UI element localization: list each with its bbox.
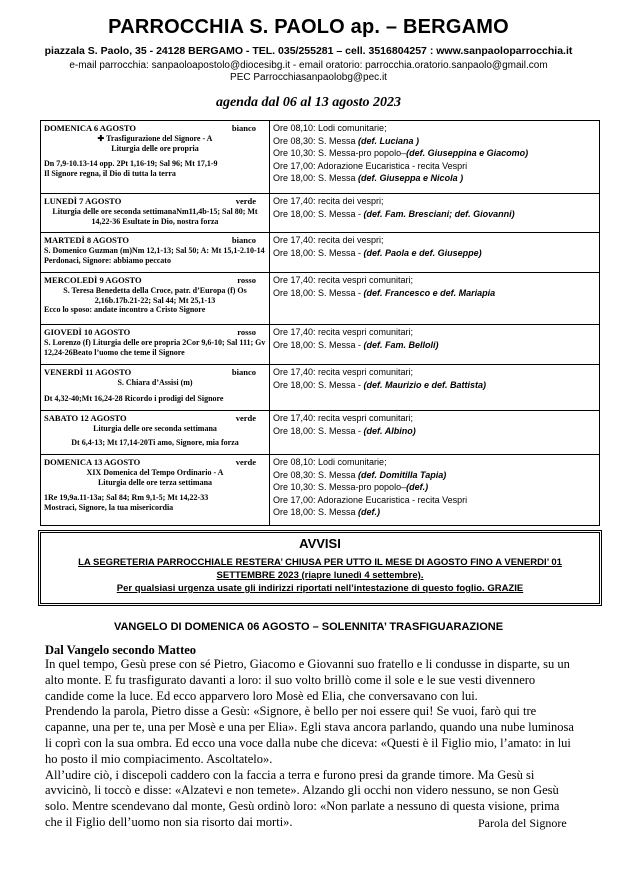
- liturgical-color: rosso: [237, 275, 256, 285]
- day-cell: [41, 325, 270, 365]
- parish-title: PARROCCHIA S. PAOLO ap. – BERGAMO: [108, 16, 509, 38]
- notice-office-closed: LA SEGRETERIA PARROCCHIALE RESTERA’ CHIUSA PER UTTO IL MESE DI AGOSTO FINO A VENERDI’ 01 SETTEMBRE 2023 (riapre lunedì 4 settembre).: [78, 557, 562, 581]
- day-liturgy: Liturgia delle ore seconda settimanaNm11,4b-15; Sal 80; Mt 14,22-36 Esultate in Dio, nostra forza: [52, 207, 258, 226]
- activity-line: Ore 18,00: S. Messa - (def. Albino): [273, 425, 416, 436]
- readings: Dt 6,4-13; Mt 17,14-20Ti amo, Signore, mia forza: [71, 437, 239, 447]
- day-name: GIOVEDÌ 10 AGOSTO: [44, 327, 131, 337]
- activity-line: Ore 10,30: S. Messa-pro popolo–(def.): [273, 482, 429, 493]
- day-liturgy: S. Lorenzo (f) Liturgia delle ore propria 2Cor 9,6-10; Sal 111; Gv 12,24-26Beato l’uomo che teme il Signore: [44, 338, 266, 357]
- liturgical-color: bianco: [231, 235, 256, 245]
- day-cell: [41, 121, 270, 194]
- day-cell: [41, 411, 270, 455]
- saint: S. Chiara d’Assisi (m): [117, 378, 193, 387]
- activities-cell: [270, 325, 600, 365]
- gospel-paragraph: In quel tempo, Gesù prese con sé Pietro, Giacomo e Giovanni suo fratello e li condusse in disparte, su un alto monte. E fu trasfigurato davanti a loro: il suo volto brillò come il sole e le sue vesti divennero candide come la luce. Ed ecco apparvero loro Mosè ed Elia, che conversavano con lui.: [45, 657, 570, 703]
- activity-line: Ore 18,00: S. Messa - (def. Fam. Belloli): [273, 339, 439, 350]
- readings: Dt 4,32-40;Mt 16,24-28 Ricordo i prodigi del Signore: [44, 393, 224, 403]
- day-name: DOMENICA 6 AGOSTO: [44, 123, 136, 133]
- gospel-heading: VANGELO DI DOMENICA 06 AGOSTO – SOLENNITA’ TRASFIGUARAZIONE: [113, 621, 504, 633]
- activity-line: Ore 17,40: recita vespri comunitari;: [273, 275, 414, 285]
- antiphon: Mostraci, Signore, la tua misericordia: [44, 502, 174, 512]
- parish-address: piazzala S. Paolo, 35 - 24128 BERGAMO - TEL. 035/255281 – cell. 3516804257 : www.sanpaoloparrocchia.it: [44, 45, 573, 57]
- schedule-row: [41, 365, 600, 411]
- schedule-row: [41, 194, 600, 233]
- activity-line: Ore 08,10: Lodi comunitarie;: [273, 457, 387, 467]
- agenda-title: agenda dal 06 al 13 agosto 2023: [215, 95, 402, 110]
- parish-emails: e-mail parrocchia: sanpaoloapostolo@diocesibg.it - email oratorio: parrocchia.oratorio.sanpaolo@gmail.com: [69, 60, 548, 71]
- activities-cell: [270, 455, 600, 526]
- parish-pec: PEC Parrocchiasanpaolobg@pec.it: [230, 72, 387, 83]
- day-name: LUNEDÌ 7 AGOSTO: [44, 196, 122, 206]
- day-name: MARTEDÌ 8 AGOSTO: [44, 235, 130, 245]
- day-liturgy: S. Teresa Benedetta della Croce, patr. d’Europa (f) Os 2,16b.17b.21-22; Sal 44; Mt 25,1-13: [63, 286, 247, 305]
- activity-line: Ore 08,30: S. Messa (def. Domitilla Tapia): [273, 469, 447, 480]
- liturgy-feast: ✚ Trasfigurazione del Signore - A: [97, 134, 213, 143]
- gospel-paragraph: Prendendo la parola, Pietro disse a Gesù: «Signore, è bello per noi essere qui! Se vuoi, farò qui tre capanne, una per te, una per Mosè e una per Elia». Egli stava ancora parlando, quando una nube luminosa li coprì con la sua ombra. Ed ecco una voce dalla nube che diceva: «Questi è il Figlio mio, l’amato: in lui ho posto il mio compiacimento. Ascoltatelo».: [45, 704, 574, 766]
- activity-line: Ore 17,40: recita vespri comunitari;: [273, 367, 414, 377]
- liturgy-hours: Liturgia delle ore propria: [111, 143, 199, 153]
- activity-line: Ore 17,40: recita dei vespri;: [273, 235, 384, 245]
- gospel-paragraph: All’udire ciò, i discepoli caddero con la faccia a terra e furono presi da grande timore. Ma Gesù si avvicinò, li toccò e disse: «Alzatevi e non temete». Alzando gli occhi non videro nessuno, se non Gesù solo. Mentre scendevano dal monte, Gesù ordinò loro: «Non parlate a nessuno di questa visione, prima che il Figlio dell’uomo non sia risorto dai morti».: [45, 767, 560, 829]
- gospel-closing: Parola del Signore: [478, 816, 567, 830]
- liturgy-hours: Liturgia delle ore terza settimana: [97, 477, 213, 487]
- day-cell: [41, 365, 270, 411]
- activities-cell: [270, 273, 600, 325]
- day-name: VENERDÌ 11 AGOSTO: [44, 367, 132, 377]
- activity-line: Ore 18,00: S. Messa - (def. Paola e def. Giuseppe): [273, 247, 482, 258]
- readings: 1Re 19,9a.11-13a; Sal 84; Rm 9,1-5; Mt 14,22-33: [44, 493, 209, 502]
- day-cell: [41, 455, 270, 526]
- gospel-text: [45, 657, 575, 831]
- liturgical-color: bianco: [231, 123, 256, 133]
- notices-box: [40, 532, 600, 604]
- day-name: DOMENICA 13 AGOSTO: [44, 457, 141, 467]
- schedule-row: [41, 273, 600, 325]
- day-liturgy: S. Domenico Guzman (m)Nm 12,1-13; Sal 50; A: Mt 15,1-2.10-14 Perdonaci, Signore: abbiamo peccato: [44, 246, 265, 265]
- liturgical-color: verde: [235, 457, 256, 467]
- activities-cell: [270, 194, 600, 233]
- activity-line: Ore 10,30: S. Messa-pro popolo–(def. Giuseppina e Giacomo): [273, 148, 529, 159]
- activity-line: Ore 17,00: Adorazione Eucaristica - recita Vespri: [273, 494, 468, 505]
- activity-line: Ore 18,00: S. Messa (def.): [273, 507, 381, 518]
- activities-cell: [270, 121, 600, 194]
- readings: Dn 7,9-10.13-14 opp. 2Pt 1,16-19; Sal 96; Mt 17,1-9: [44, 159, 218, 168]
- day-liturgy: Liturgia delle ore seconda settimana: [93, 424, 217, 433]
- schedule-row: [41, 233, 600, 273]
- activity-line: Ore 18,00: S. Messa - (def. Francesco e def. Mariapia: [273, 287, 496, 298]
- notices-title: AVVISI: [299, 536, 341, 551]
- weekly-schedule-table: [40, 120, 600, 526]
- schedule-row: [41, 121, 600, 194]
- day-cell: [41, 233, 270, 273]
- liturgical-color: rosso: [237, 327, 256, 337]
- liturgical-color: verde: [235, 413, 256, 423]
- activity-line: Ore 17,00: Adorazione Eucaristica - recita Vespri: [273, 160, 468, 171]
- liturgy-feast: XIX Domenica del Tempo Ordinario - A: [86, 468, 224, 477]
- activities-cell: [270, 411, 600, 455]
- day-name: MERCOLEDÌ 9 AGOSTO: [44, 275, 142, 285]
- activity-line: Ore 08,10: Lodi comunitarie;: [273, 123, 387, 133]
- activity-line: Ore 08,30: S. Messa (def. Luciana ): [273, 135, 420, 146]
- day-name: SABATO 12 AGOSTO: [44, 413, 127, 423]
- activity-line: Ore 18,00: S. Messa (def. Giuseppa e Nicola ): [273, 173, 464, 184]
- activity-line: Ore 18,00: S. Messa - (def. Fam. Bresciani; def. Giovanni): [273, 208, 515, 219]
- gospel-source: Dal Vangelo secondo Matteo: [45, 643, 197, 657]
- activities-cell: [270, 233, 600, 273]
- activity-line: Ore 18,00: S. Messa - (def. Maurizio e def. Battista): [273, 379, 487, 390]
- liturgical-color: verde: [235, 196, 256, 206]
- antiphon: Il Signore regna, il Dio di tutta la terra: [44, 168, 176, 178]
- day-cell: [41, 194, 270, 233]
- schedule-row: [41, 325, 600, 365]
- day-cell: [41, 273, 270, 325]
- schedule-row: [41, 455, 600, 526]
- activity-line: Ore 17,40: recita dei vespri;: [273, 196, 384, 206]
- schedule-row: [41, 411, 600, 455]
- notice-urgency: Per qualsiasi urgenza usate gli indirizzi riportati nell’intestazione di questo foglio. GRAZIE: [116, 583, 524, 594]
- liturgical-color: bianco: [231, 367, 256, 377]
- activities-cell: [270, 365, 600, 411]
- activity-line: Ore 17,40: recita vespri comunitari;: [273, 413, 414, 423]
- activity-line: Ore 17,40: recita vespri comunitari;: [273, 327, 414, 337]
- antiphon: Ecco lo sposo: andate incontro a Cristo Signore: [44, 305, 206, 314]
